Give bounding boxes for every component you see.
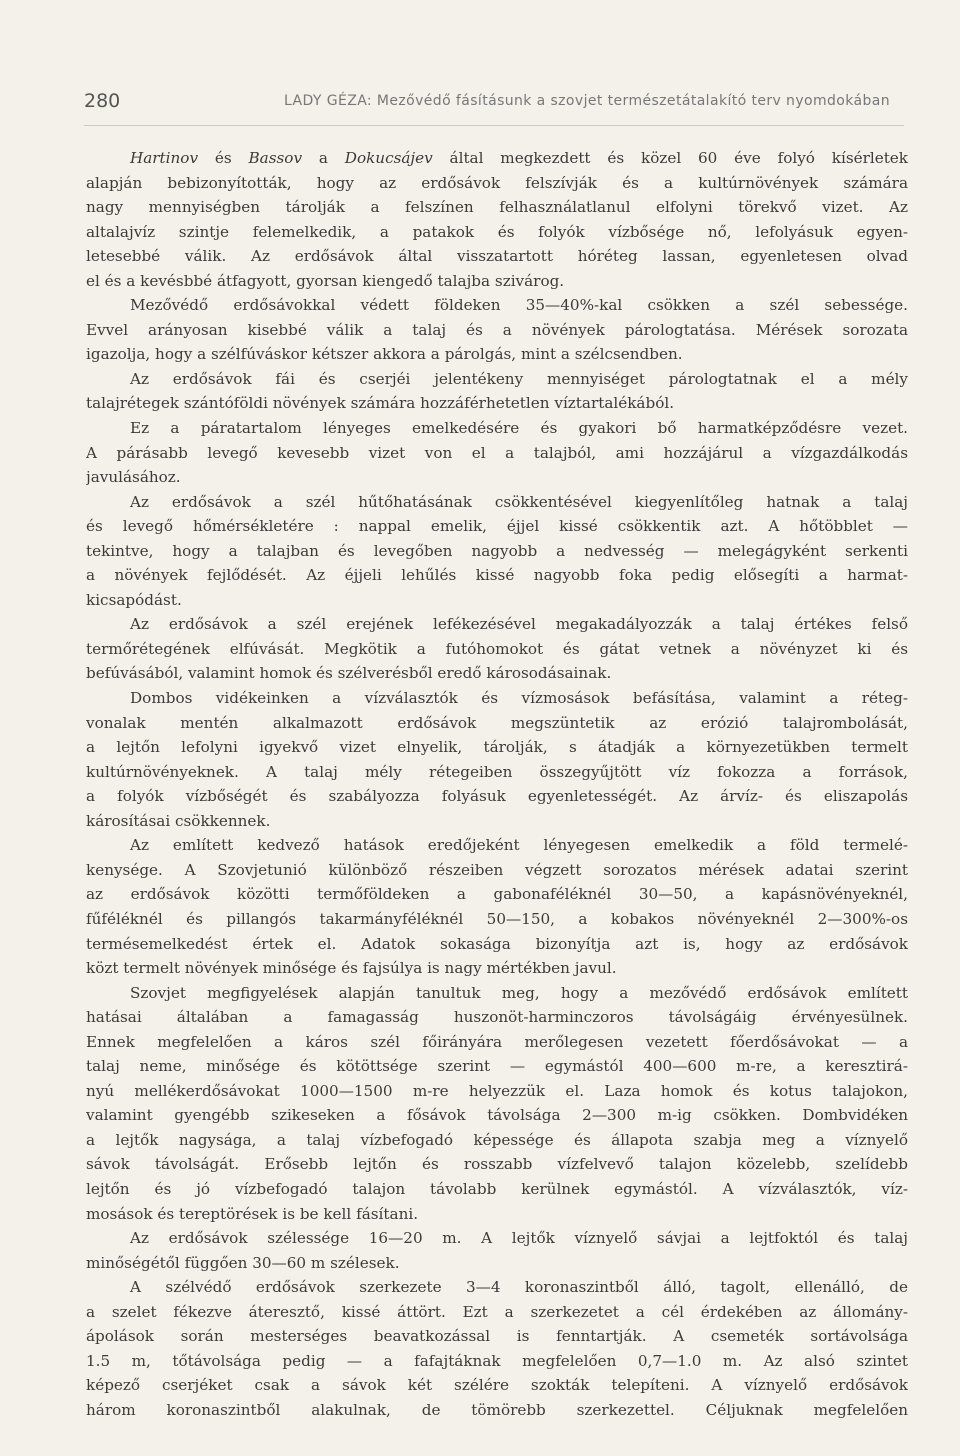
text-line: képező cserjéket csak a sávok két szélére szokták telepíteni. A víznyelő erdősávok xyxy=(86,1376,908,1395)
text-line: Ennek megfelelően a káros szél főirányára merőlegesen vezetett főerdősávokat — a xyxy=(86,1032,908,1051)
text-line: kultúrnövényeknek. A talaj mély rétegeiben összegyűjtött víz fokozza a források, xyxy=(86,762,908,781)
running-title: LADY GÉZA: Mezővédő fásításunk a szovjet természetátalakító terv nyomdokában xyxy=(284,93,891,109)
page-header xyxy=(84,90,914,116)
text-line: termésemelkedést értek el. Adatok sokasága bizonyítja azt is, hogy az erdősávok xyxy=(86,934,908,953)
text-span: és xyxy=(198,149,249,167)
text-line: 1.5 m, tőtávolsága pedig — a fafajtáknak megfelelően 0,7—1.0 m. Az alsó szintet xyxy=(86,1351,908,1370)
text-line: javulásához. xyxy=(86,468,181,487)
text-line: három koronaszintből alakulnak, de tömörebb szerkezettel. Céljuknak megfelelően xyxy=(86,1400,908,1419)
text-line: Dombos vidékeinken a vízválasztók és vízmosások befásítása, valamint a réteg- xyxy=(130,689,908,708)
text-line: Az erdősávok a szél hűtőhatásának csökkentésével kiegyenlítőleg hatnak a talaj xyxy=(130,492,908,511)
text-line: altalajvíz szintje felemelkedik, a patakok és folyók vízbősége nő, lefolyásuk egyen- xyxy=(86,222,908,241)
text-line: el és a kevésbbé átfagyott, gyorsan kiengedő talajba szivárog. xyxy=(86,271,565,290)
text-line: ápolások során mesterséges beavatkozással is fenntartják. A csemeték sortávolsága xyxy=(86,1327,908,1346)
text-line: A szélvédő erdősávok szerkezete 3—4 koronaszintből álló, tagolt, ellenálló, de xyxy=(130,1278,908,1297)
body-text xyxy=(86,146,908,1422)
text-line: hatásai általában a famagasság huszonöt-harminczoros távolságáig érvényesülnek. xyxy=(86,1008,908,1027)
text-line: Az erdősávok fái és cserjéi jelentékeny mennyiséget párologtatnak el a mély xyxy=(130,369,908,388)
text-line: fűféléknél és pillangós takarmányféléknél 50—150, a kobakos növényeknél 2—300%-os xyxy=(86,909,908,928)
text-line: Ez a páratartalom lényeges emelkedésére és gyakori bő harmatképződésre vezet. xyxy=(130,419,908,438)
text-line: Az erdősávok a szél erejének lefékezésével megakadályozzák a talaj értékes felső xyxy=(130,615,908,634)
text-line: Szovjet megfigyelések alapján tanultuk meg, hogy a mezővédő erdősávok említett xyxy=(130,983,908,1002)
page-number: 280 xyxy=(84,90,121,112)
text-line: és levegő hőmérsékletére : nappal emelik, éjjel kissé csökkentik azt. A hőtöbblet — xyxy=(86,517,908,536)
text-line: alapján bebizonyították, hogy az erdősávok felszívják és a kultúrnövények számára xyxy=(86,173,908,192)
text-line: a folyók vízbőségét és szabályozza folyásuk egyenletességét. Az árvíz- és eliszapolás xyxy=(86,787,908,806)
text-line: Az említett kedvező hatások eredőjeként lényegesen emelkedik a föld termelé- xyxy=(130,836,908,855)
text-line: kicsapódást. xyxy=(86,590,182,609)
text-line: mosások és tereptörések is be kell fásítani. xyxy=(86,1204,419,1223)
text-line: Az erdősávok szélessége 16—20 m. A lejtők víznyelő sávjai a lejtfoktól és talaj xyxy=(130,1229,908,1248)
text-line: a lejtők nagysága, a talaj vízbefogadó képessége és állapota szabja meg a víznyelő xyxy=(86,1130,908,1149)
text-line: lejtőn és jó vízbefogadó talajon távolabb kerülnek egymástól. A vízválasztók, víz- xyxy=(86,1179,908,1198)
text-line: vonalak mentén alkalmazott erdősávok megszüntetik az erózió talajrombolását, xyxy=(86,713,908,732)
text-line: befúvásából, valamint homok és szélverésből eredő károsodásainak. xyxy=(86,664,612,683)
text-line: minőségétől függően 30—60 m szélesek. xyxy=(86,1253,400,1272)
text-line: igazolja, hogy a szélfúváskor kétszer akkora a párolgás, mint a szélcsendben. xyxy=(86,345,683,364)
text-line: Mezővédő erdősávokkal védett földeken 35—40%-kal csökken a szél sebessége. xyxy=(130,296,908,315)
text-line: tekintve, hogy a talajban és levegőben nagyobb a nedvesség — melegágyként serkenti xyxy=(86,541,908,560)
text-line: a növények fejlődését. Az éjjeli lehűlés kissé nagyobb foka pedig elősegíti a harmat- xyxy=(86,566,908,585)
text-line: valamint gyengébb szikeseken a fősávok távolsága 2—300 m-ig csökken. Dombvidéken xyxy=(86,1106,908,1125)
text-line: nyú mellékerdősávokat 1000—1500 m-re helyezzük el. Laza homok és kotus talajokon, xyxy=(86,1081,908,1100)
text-line: károsításai csökkennek. xyxy=(86,811,271,830)
text-line xyxy=(86,146,908,171)
text-line: letesebbé válik. Az erdősávok által visszatartott hóréteg lassan, egyenletesen olvad xyxy=(86,247,908,266)
author-name: Dokucsájev xyxy=(344,149,433,167)
text-line: A párásabb levegő kevesebb vizet von el a talajból, ami hozzájárul a vízgazdálkodás xyxy=(86,443,908,462)
text-line: a lejtőn lefolyni igyekvő vizet elnyelik, tárolják, s átadják a környezetükben termelt xyxy=(86,738,908,757)
text-line: talajrétegek szántóföldi növények számára hozzáférhetetlen víztartalékából. xyxy=(86,394,675,413)
author-name: Bassov xyxy=(248,149,303,167)
text-line: a szelet fékezve áteresztő, kissé áttört. Ezt a szerkezetet a cél érdekében az állomány- xyxy=(86,1302,908,1321)
text-line: kenysége. A Szovjetunió különböző részeiben végzett sorozatos mérések adatai szerint xyxy=(86,860,908,879)
text-line: Evvel arányosan kisebbé válik a talaj és a növények párologtatása. Mérések sorozata xyxy=(86,320,908,339)
text-span: által megkezdett és közel 60 éve folyó kísérletek xyxy=(432,149,908,167)
author-name: Hartinov xyxy=(130,149,199,167)
text-line: nagy mennyiségben tárolják a felszínen felhasználatlanul elfolyni törekvő vizet. Az xyxy=(86,198,908,217)
text-line: közt termelt növények minősége és fajsúlya is nagy mértékben javul. xyxy=(86,959,617,978)
text-span: a xyxy=(302,149,345,167)
text-line: az erdősávok közötti termőföldeken a gabonaféléknél 30—50, a kapásnövényeknél, xyxy=(86,885,908,904)
text-line: talaj neme, minősége és kötöttsége szerint — egymástól 400—600 m-re, a keresztirá- xyxy=(86,1057,908,1076)
text-line: sávok távolságát. Erősebb lejtőn és rosszabb vízfelvevő talajon közelebb, szelídebb xyxy=(86,1155,908,1174)
header-rule xyxy=(84,125,904,126)
text-line: termőrétegének elfúvását. Megkötik a futóhomokot és gátat vetnek a növényzet ki és xyxy=(86,639,908,658)
